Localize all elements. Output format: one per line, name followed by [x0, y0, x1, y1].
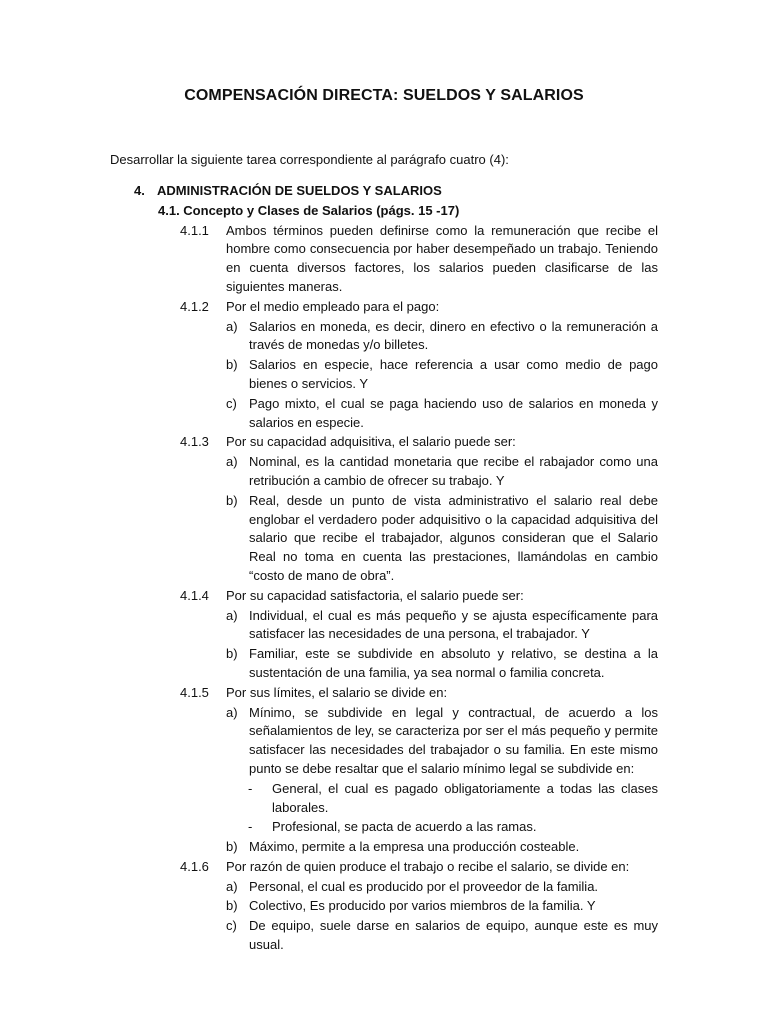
sub-item-marker: b)	[226, 646, 238, 662]
bullet-text: General, el cual es pagado obligatoriamente a todas las clases laborales.	[272, 780, 658, 815]
item-text: Ambos términos pueden definirse como la remuneración que recibe el hombre como consecuencia por haber desempeñado un trabajo. Teniendo en cuenta diversos factores, los salarios pueden clasificarse de las siguientes maneras.	[226, 222, 658, 294]
sub-item-text: Pago mixto, el cual se paga haciendo uso de salarios en moneda y salarios en especie.	[249, 395, 658, 430]
sub-item	[0, 838, 658, 857]
sub-item-text: Familiar, este se subdivide en absoluto y relativo, se destina a la sustentación de una familia, ya sea normal o familia concreta.	[249, 646, 658, 680]
sub-item	[0, 897, 658, 916]
list-item	[0, 684, 658, 703]
document-title: COMPENSACIÓN DIRECTA: SUELDOS Y SALARIOS	[184, 87, 584, 104]
sub-item-marker: c)	[226, 395, 237, 411]
sub-item-marker: a)	[226, 318, 238, 334]
sub-item	[0, 645, 658, 683]
section-number: 4.	[134, 183, 145, 198]
sub-item	[0, 453, 658, 491]
item-number: 4.1.5	[180, 684, 209, 700]
sub-item	[0, 395, 658, 433]
section-heading	[0, 182, 768, 201]
item-number: 4.1.1	[180, 222, 209, 238]
item-text: Por su capacidad satisfactoria, el salario puede ser:	[226, 587, 524, 603]
subsection-heading: 4.1. Concepto y Clases de Salarios (págs. 15 -17)	[158, 202, 460, 218]
list-item	[0, 433, 658, 452]
sub-item-text: Personal, el cual es producido por el proveedor de la familia.	[249, 878, 599, 894]
sub-item-text: Mínimo, se subdivide en legal y contractual, de acuerdo a los señalamientos de ley, se caracteriza por ser el más pequeño y permite satisfacer las necesidades del trabajador o su familia. En este mismo punto se debe resaltar que el salario mínimo legal se subdivide en:	[249, 704, 658, 776]
sub-item	[0, 878, 658, 897]
sub-item-text: Real, desde un punto de vista administrativo el salario real debe englobar el verdadero poder adquisitivo o la capacidad adquisitiva del salario que recibe el trabajador, algunos consideran que el Salario Real no toma en cuenta las prestaciones, llamándolas en cambio “costo de mano de obra”.	[249, 492, 658, 583]
sub-item	[0, 607, 658, 645]
sub-item-text: Colectivo, Es producido por varios miembros de la familia. Y	[249, 898, 596, 914]
sub-item	[0, 704, 658, 779]
sub-item-text: Salarios en especie, hace referencia a usar como medio de pago bienes o servicios. Y	[249, 357, 658, 391]
sub-item-text: Salarios en moneda, es decir, dinero en efectivo o la remuneración a través de monedas y/o billetes.	[249, 318, 658, 353]
sub-item-text: De equipo, suele darse en salarios de equipo, aunque este es muy usual.	[249, 918, 658, 953]
bullet-text: Profesional, se pacta de acuerdo a las ramas.	[272, 819, 537, 835]
item-text: Por razón de quien produce el trabajo o recibe el salario, se divide en:	[226, 858, 630, 874]
sub-item-text: Máximo, permite a la empresa una producción costeable.	[249, 839, 580, 855]
sub-item	[0, 318, 658, 356]
item-number: 4.1.4	[180, 587, 209, 603]
item-number: 4.1.2	[180, 298, 209, 314]
sub-item-text: Nominal, es la cantidad monetaria que recibe el rabajador como una retribución a cambio de ofrecer su trabajo. Y	[249, 454, 658, 488]
list-item	[0, 298, 658, 317]
section-heading-text: ADMINISTRACIÓN DE SUELDOS Y SALARIOS	[157, 183, 442, 198]
sub-item-marker: a)	[226, 878, 238, 894]
sub-item-text: Individual, el cual es más pequeño y se ajusta específicamente para satisfacer las necesidades de una persona, el trabajador. Y	[249, 607, 658, 642]
intro-paragraph: Desarrollar la siguiente tarea correspondiente al parágrafo cuatro (4):	[110, 152, 509, 167]
sub-item-marker: b)	[226, 357, 238, 373]
list-item	[0, 858, 658, 877]
list-item	[0, 222, 658, 297]
bullet-dash: -	[248, 819, 253, 835]
bullet-item	[0, 818, 658, 837]
item-text: Por su capacidad adquisitiva, el salario puede ser:	[226, 434, 516, 450]
list-item	[0, 587, 658, 606]
bullet-item	[0, 780, 658, 818]
sub-item-marker: c)	[226, 918, 237, 934]
sub-item-marker: a)	[226, 704, 238, 720]
sub-item	[0, 917, 658, 955]
bullet-dash: -	[248, 780, 253, 796]
sub-item-marker: b)	[226, 839, 238, 855]
item-text: Por el medio empleado para el pago:	[226, 298, 440, 314]
sub-item-marker: a)	[226, 454, 238, 470]
sub-item-marker: b)	[226, 898, 238, 914]
sub-item-marker: b)	[226, 492, 238, 508]
sub-item	[0, 492, 658, 586]
sub-item-marker: a)	[226, 607, 238, 623]
item-number: 4.1.6	[180, 858, 209, 874]
item-number: 4.1.3	[180, 434, 209, 450]
item-text: Por sus límites, el salario se divide en:	[226, 684, 448, 700]
document-body	[0, 182, 768, 956]
sub-item	[0, 356, 658, 394]
